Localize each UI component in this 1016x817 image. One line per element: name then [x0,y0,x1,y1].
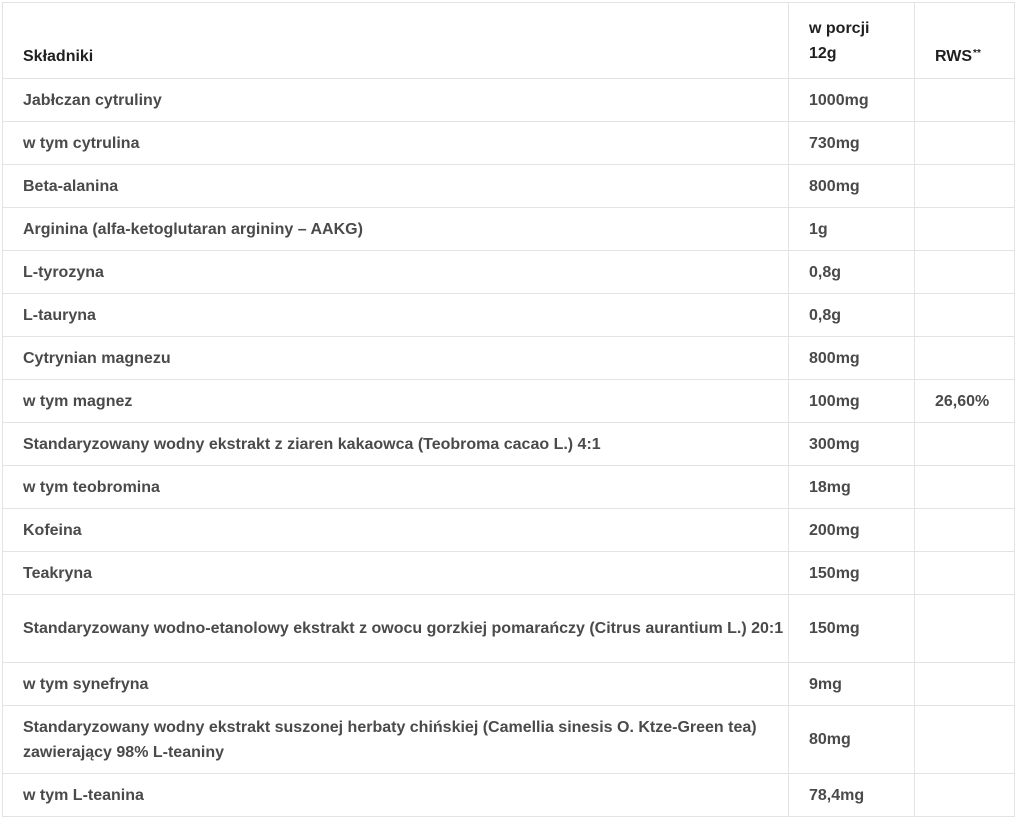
ingredient-name: Arginina (alfa-ketoglutaran argininy – AAKG) [3,208,789,251]
ingredient-rws [915,251,1015,294]
table-row [3,552,1015,595]
ingredient-name: Beta-alanina [3,165,789,208]
table-row [3,122,1015,165]
ingredient-name: Kofeina [3,509,789,552]
table-row [3,165,1015,208]
ingredient-amount: 100mg [789,380,915,423]
table-row [3,774,1015,817]
ingredient-rws [915,165,1015,208]
ingredient-rws: 26,60% [915,380,1015,423]
ingredient-amount: 1g [789,208,915,251]
ingredient-rws [915,79,1015,122]
table-row [3,208,1015,251]
ingredient-amount: 300mg [789,423,915,466]
ingredient-rws [915,466,1015,509]
table-row [3,251,1015,294]
table-row [3,509,1015,552]
header-rws-footnote-mark: ** [973,48,981,59]
ingredient-name: Cytrynian magnezu [3,337,789,380]
ingredient-amount: 200mg [789,509,915,552]
ingredient-rws [915,706,1015,774]
table-row [3,595,1015,663]
header-rws-label: RWS [935,48,973,65]
ingredient-amount: 1000mg [789,79,915,122]
table-header [3,3,1015,79]
ingredient-rws [915,774,1015,817]
ingredient-rws [915,552,1015,595]
ingredient-name: w tym synefryna [3,663,789,706]
ingredient-name: Standaryzowany wodny ekstrakt z ziaren kakaowca (Teobroma cacao L.) 4:1 [3,423,789,466]
ingredient-name: Standaryzowany wodny ekstrakt suszonej herbaty chińskiej (Camellia sinesis O. Ktze-Green tea) zawierający 98% L-teaniny [3,706,789,774]
table-row [3,79,1015,122]
table-row [3,380,1015,423]
table-row [3,466,1015,509]
table-row [3,337,1015,380]
table-row [3,663,1015,706]
ingredient-name: Teakryna [3,552,789,595]
header-portion-line2: 12g [809,44,837,62]
ingredient-rws [915,595,1015,663]
ingredient-rws [915,423,1015,466]
ingredient-amount: 9mg [789,663,915,706]
ingredient-amount: 0,8g [789,294,915,337]
table-body [3,79,1015,817]
table-row [3,294,1015,337]
ingredient-amount: 150mg [789,595,915,663]
table-row [3,706,1015,774]
ingredient-name: Standaryzowany wodno-etanolowy ekstrakt z owocu gorzkiej pomarańczy (Citrus aurantium L.) 20:1 [3,595,789,663]
ingredient-rws [915,509,1015,552]
ingredient-amount: 730mg [789,122,915,165]
header-row [3,3,1015,79]
ingredient-rws [915,294,1015,337]
ingredients-table-wrapper [2,2,1014,817]
ingredient-amount: 0,8g [789,251,915,294]
ingredient-rws [915,208,1015,251]
table-row [3,423,1015,466]
ingredient-rws [915,337,1015,380]
ingredient-amount: 150mg [789,552,915,595]
ingredient-name: L-tauryna [3,294,789,337]
ingredient-amount: 78,4mg [789,774,915,817]
ingredient-amount: 80mg [789,706,915,774]
ingredient-amount: 800mg [789,165,915,208]
ingredient-name: w tym teobromina [3,466,789,509]
ingredient-name: w tym L-teanina [3,774,789,817]
ingredient-rws [915,122,1015,165]
ingredient-name: Jabłczan cytruliny [3,79,789,122]
ingredient-amount: 18mg [789,466,915,509]
ingredients-table [2,2,1015,817]
ingredient-name: L-tyrozyna [3,251,789,294]
ingredient-rws [915,663,1015,706]
ingredient-name: w tym cytrulina [3,122,789,165]
header-ingredient: Składniki [3,3,789,79]
ingredient-name: w tym magnez [3,380,789,423]
header-portion [789,3,915,79]
header-portion-line1: w porcji [809,19,870,37]
ingredient-amount: 800mg [789,337,915,380]
header-rws [915,3,1015,79]
